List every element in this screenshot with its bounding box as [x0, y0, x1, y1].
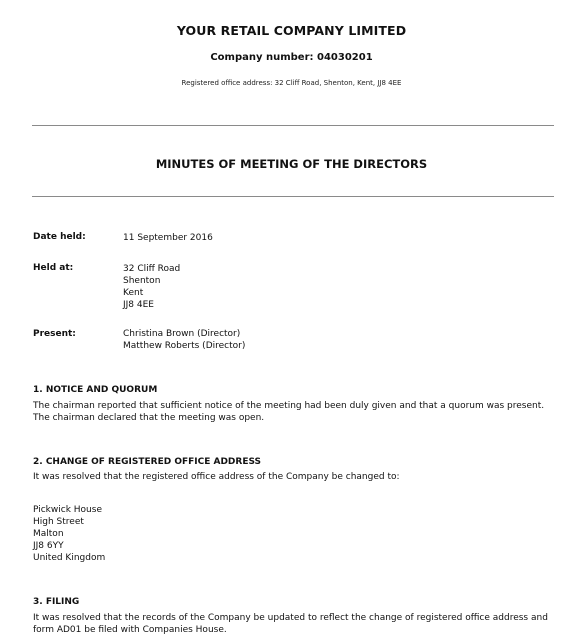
held-at-label: Held at: [33, 263, 74, 273]
new-registered-address [33, 504, 105, 564]
new-address-line: High Street [33, 517, 84, 527]
company-name: YOUR RETAIL COMPANY LIMITED [176, 23, 407, 38]
present-list [123, 328, 245, 352]
section-text-filing: It was resolved that the records of the Company be updated to reflect the change of registered office address and form AD01 be filed with Companies House. [33, 613, 548, 635]
document-title: MINUTES OF MEETING OF THE DIRECTORS [155, 157, 428, 171]
held-at-address [123, 263, 180, 311]
registered-office-address: Registered office address: 32 Cliff Road, Shenton, Kent, JJ8 4EE [181, 79, 402, 87]
section-heading-change-address: 2. CHANGE OF REGISTERED OFFICE ADDRESS [33, 457, 262, 467]
present-person: Christina Brown (Director) [123, 329, 241, 339]
new-address-line: Pickwick House [33, 505, 102, 515]
date-held-value: 11 September 2016 [123, 233, 213, 243]
new-address-line: United Kingdom [33, 553, 106, 563]
company-number: Company number: 04030201 [210, 52, 373, 63]
new-address-line: JJ8 6YY [33, 541, 64, 551]
section-heading-notice-quorum: 1. NOTICE AND QUORUM [33, 385, 158, 395]
section-heading-filing: 3. FILING [33, 597, 80, 607]
section-text-notice-quorum: The chairman reported that sufficient notice of the meeting had been duly given and that a quorum was present. The chairman declared that the meeting was open. [33, 401, 545, 423]
divider-top [32, 125, 554, 126]
date-held-label: Date held: [33, 232, 86, 242]
new-address-line: Malton [33, 529, 64, 539]
held-at-line: JJ8 4EE [123, 300, 154, 310]
held-at-line: Kent [123, 288, 144, 298]
held-at-line: 32 Cliff Road [123, 264, 181, 274]
present-person: Matthew Roberts (Director) [123, 341, 246, 351]
divider-bottom [32, 196, 554, 197]
present-label: Present: [33, 329, 76, 339]
section-text-change-address: It was resolved that the registered office address of the Company be changed to: [33, 472, 400, 482]
held-at-line: Shenton [123, 276, 161, 286]
